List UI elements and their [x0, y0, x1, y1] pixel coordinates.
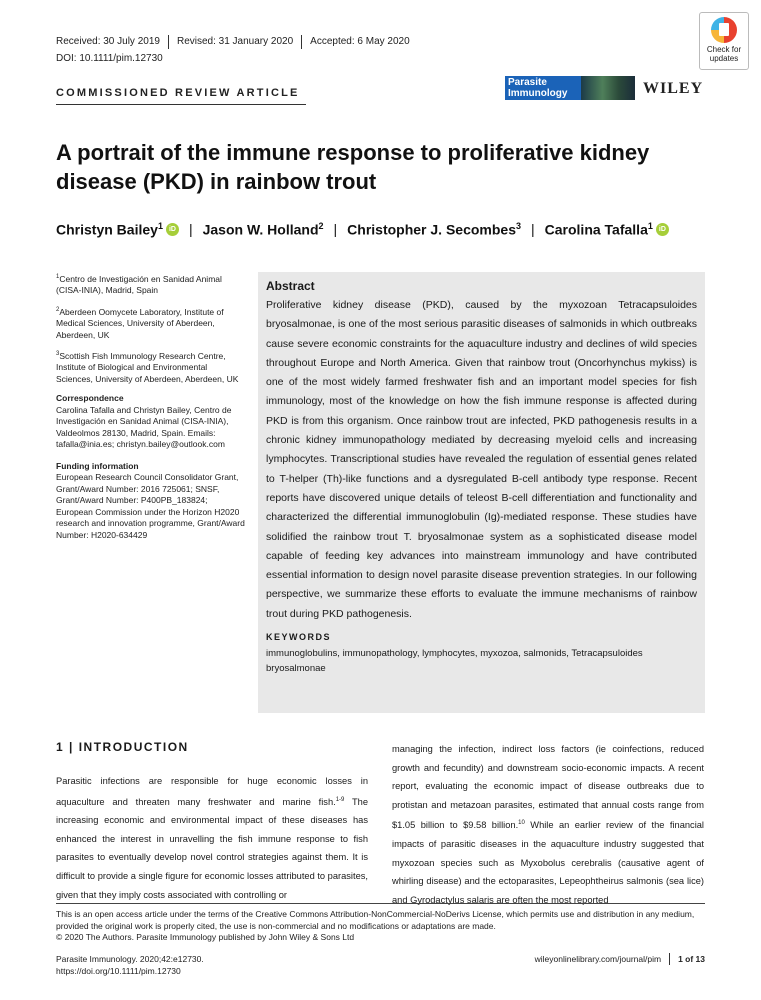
footer-doi-link[interactable]: https://doi.org/10.1111/pim.12730 [56, 966, 181, 976]
article-dates [56, 35, 418, 49]
abstract-heading: Abstract [266, 279, 315, 293]
affiliation: $^3$Scottish Fish Immunology Research Centre, Institute of Biological and Environmental Sciences, University of Aberdeen, Aberdeen, UK [56, 350, 239, 384]
crossmark-icon [711, 17, 737, 43]
citation-ref[interactable]: 1-9 [335, 796, 345, 803]
author-name: Carolina Tafalla$^1$ [544, 221, 653, 238]
author-list [56, 221, 669, 238]
orcid-icon[interactable]: iD [656, 223, 669, 236]
author-separator: | [531, 221, 535, 238]
introduction-heading: 1 | INTRODUCTION [56, 740, 189, 754]
journal-logo-text: Parasite Immunology [505, 76, 581, 100]
doi[interactable]: DOI: 10.1111/pim.12730 [56, 53, 163, 64]
author-separator: | [333, 221, 338, 238]
article-title: A portrait of the immune response to proliferative kidney disease (PKD) in rainbow trout [56, 140, 650, 194]
author-separator: | [188, 221, 193, 238]
license-notice: This is an open access article under the terms of the Creative Commons Attribution-NonCommercial-NoDerivs License, which permits use and distribution in any medium, provided the original work is properly cited, the use is non-commercial and no modifications or adaptations are made. © 2020 The Authors. Parasite Immunology published by John Wiley & Sons Ltd [56, 903, 705, 944]
journal-url[interactable]: wileyonlinelibrary.com/journal/pim [534, 954, 662, 964]
article-metadata [56, 272, 246, 551]
keywords-heading: KEYWORDS [266, 632, 332, 643]
section-label: COMMISSIONED REVIEW ARTICLE [56, 87, 306, 105]
revised-date: Revised: 31 January 2020 [168, 35, 301, 49]
accepted-date: Accepted: 6 May 2020 [301, 35, 418, 49]
body-column-right: managing the infection, indirect loss factors (ie coinfections, reduced growth and fecundity) and downstream socio-economic impacts. A recent report, evaluating the economic impact of disease outbreaks due to protistan and metazoan parasites, estimated that annual costs range from $1.05 billion to $9.58 billion.$^{10}$ While an earlier review of the financial impacts of parasitic diseases in the aquaculture industry suggested that myxozoan species such as Myxobolus cerebralis (causative agent of whirling disease) and the ectoparasites, Lepeophtheirus salmonis (sea lice) and Gyrodactylus salaris are often the most reported [392, 744, 704, 905]
abstract-box [258, 272, 705, 713]
body-column-left: Parasitic infections are responsible for huge economic losses in aquaculture and threaten many freshwater and marine fish.$^{1-9}$ The increasing economic and environmental impact of these diseases has enhanced the interest in unravelling the fish immune response to fish parasites to eventually develop novel control strategies against them. It is difficult to provide a single figure for economic losses attributed to parasites, given that they imply costs associated with controlling or [56, 776, 368, 900]
affiliation: $^2$Aberdeen Oomycete Laboratory, Institute of Medical Sciences, University of Aberdeen, Aberdeen, UK [56, 306, 224, 340]
received-date: Received: 30 July 2019 [56, 36, 160, 47]
keywords: immunoglobulins, immunopathology, lymphocytes, myxozoa, salmonids, Tetracapsuloides bryosalmonae [266, 648, 643, 675]
abstract-text: Proliferative kidney disease (PKD), caused by the myxozoan Tetracapsuloides bryosalmonae, is one of the most serious parasitic diseases of salmonids in which outbreaks cause severe economic constraints for the aquaculture industry and declines of wild species throughout Europe and North America. Given that rainbow trout (Oncorhynchus mykiss) is one of the most widely farmed freshwater fish and an important model species for fish immunology, most of the knowledge on how the fish immune response is affected during PKD is from this organism. Once rainbow trout are infected, PKD pathogenesis results in a chronic kidney immunopathology mediated by decreasing myeloid cells and increasing lymphocytes. Transcriptional studies have revealed the regulation of essential genes related to T-helper (Th)-like functions and a dysregulated B-cell antibody type response. Recent reports have discovered unique details of teleost B-cell differentiation and functionality and characterized the differential immunoglobulin (Ig)-mediated response. These studies have solidified the rainbow trout T. bryosalmonae system as a sophisticated disease model capable of feeding key advances into mainstream immunology and have contributed essential information to design novel parasite disease prevention strategies. In our following perspective, we summarize these efforts to evaluate the immune mechanisms of rainbow trout during PKD pathogenesis. [266, 299, 697, 620]
author-name: Christopher J. Secombes$^3$ [347, 221, 521, 238]
orcid-icon[interactable]: iD [166, 223, 179, 236]
author-name: Jason W. Holland$^2$ [202, 221, 324, 238]
page-footer [56, 953, 705, 977]
check-for-updates-label: Check for updates [706, 45, 742, 63]
affiliation: $^1$Centro de Investigación en Sanidad Animal (CISA-INIA), Madrid, Spain [56, 273, 222, 296]
citation-ref[interactable]: 10 [518, 820, 525, 827]
journal-logo [505, 76, 635, 100]
funding-information: Funding information European Research Council Consolidator Grant, Grant/Award Number: 2016 725061; SNSF, Grant/Award Number: P400PB_183824; European Commission under the Horizon H2020 research and innovation programme, Grant/Award Number: H2020-634429 [56, 460, 245, 540]
journal-logo-image [581, 76, 635, 100]
correspondence: Correspondence Carolina Tafalla and Christyn Bailey, Centro de Investigación en Sanidad Animal (CISA-INIA), Valdeolmos 28130, Madrid, Spain. Emails: tafalla@inia.es; christyn.bailey@outlook.com [56, 393, 232, 450]
check-for-updates-badge[interactable] [699, 12, 749, 70]
page-number: 1 of 13 [669, 953, 705, 965]
publisher-logo: WILEY [643, 80, 704, 97]
author-name: Christyn Bailey$^1$ [56, 221, 163, 238]
footer-citation: Parasite Immunology. 2020;42:e12730. [56, 954, 204, 964]
